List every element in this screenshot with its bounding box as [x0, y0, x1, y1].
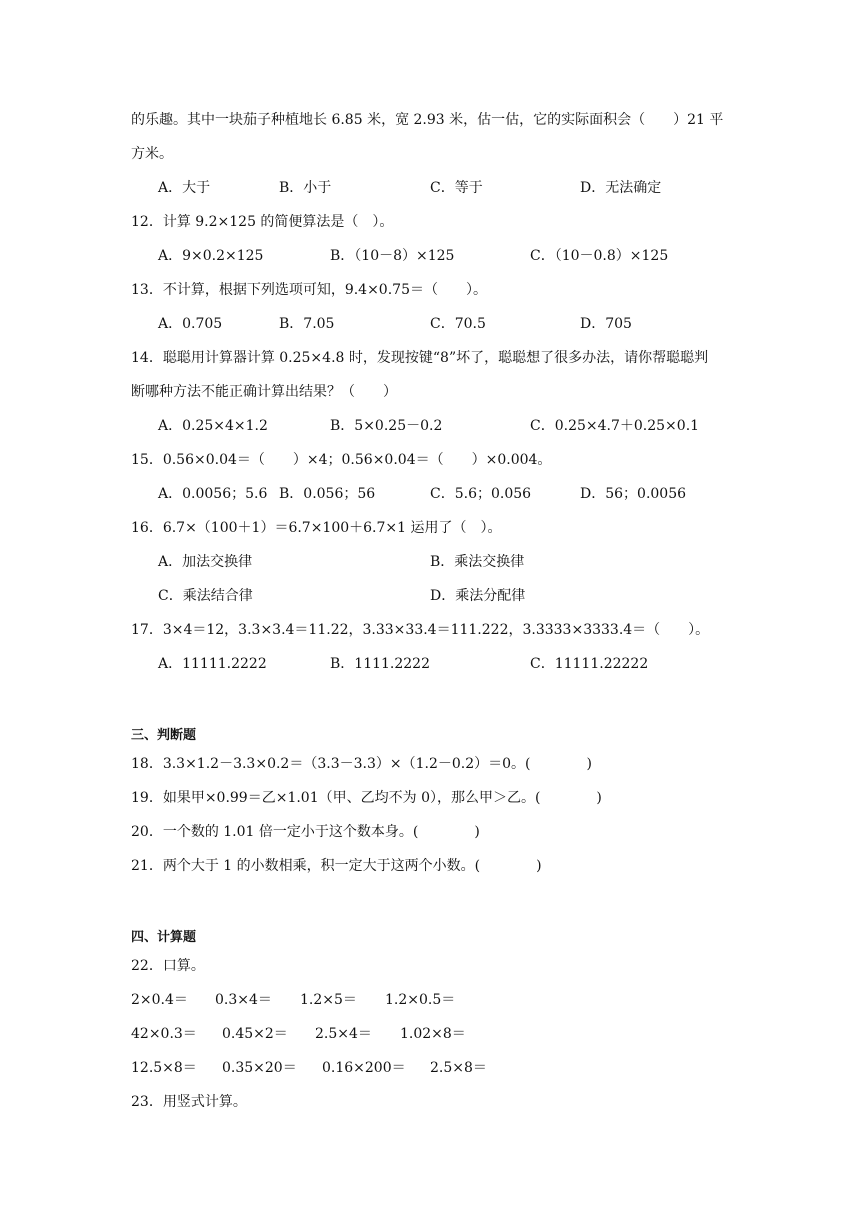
oral-calc-item: 0.35×20＝	[222, 1060, 297, 1076]
q14-option-c: C．0.25×4.7＋0.25×0.1	[530, 418, 700, 434]
oral-calc-item: 12.5×8＝	[131, 1060, 197, 1076]
oral-calc-item: 0.3×4＝	[215, 992, 272, 1008]
q15-option-a: A．0.0056；5.6	[158, 486, 268, 502]
oral-calc-item: 0.16×200＝	[322, 1060, 406, 1076]
q16-stem: 16．6.7×（100＋1）＝6.7×100＋6.7×1 运用了（ ）。	[131, 520, 502, 536]
q11-option-d: D．无法确定	[580, 180, 662, 196]
q14-stem-line2: 断哪种方法不能正确计算出结果？（ ）	[131, 384, 397, 400]
oral-calc-item: 0.45×2＝	[222, 1026, 288, 1042]
q13-option-b: B．7.05	[279, 316, 335, 332]
oral-calc-item: 2.5×4＝	[315, 1026, 372, 1042]
q13-option-a: A．0.705	[158, 316, 223, 332]
q11-option-a: A．大于	[158, 180, 211, 196]
q11-option-b: B．小于	[279, 180, 332, 196]
q17-option-a: A．11111.2222	[158, 656, 267, 672]
q17-option-c: C．11111.22222	[530, 656, 649, 672]
oral-calc-item: 1.2×0.5＝	[385, 992, 456, 1008]
q15-option-c: C．5.6；0.056	[430, 486, 532, 502]
tf-item-19: 19．如果甲×0.99＝乙×1.01（甲、乙均不为 0），那么甲＞乙。( )	[131, 790, 602, 806]
oral-calc-item: 2.5×8＝	[430, 1060, 487, 1076]
oral-calc-item: 2×0.4＝	[131, 992, 188, 1008]
oral-calc-item: 42×0.3＝	[131, 1026, 197, 1042]
q13-option-d: D．705	[580, 316, 632, 332]
tf-item-20: 20．一个数的 1.01 倍一定小于这个数本身。( )	[131, 824, 480, 840]
q13-stem: 13．不计算，根据下列选项可知，9.4×0.75＝（ ）。	[131, 282, 487, 298]
tf-item-21: 21．两个大于 1 的小数相乘，积一定大于这两个小数。( )	[131, 858, 542, 874]
section-4-title: 四、计算题	[131, 930, 197, 945]
q15-stem: 15．0.56×0.04＝（ ）×4；0.56×0.04＝（ ）×0.004。	[131, 452, 552, 468]
q16-option-a: A．加法交换律	[158, 554, 253, 570]
q13-option-c: C．70.5	[430, 316, 486, 332]
q16-option-c: C．乘法结合律	[158, 588, 253, 604]
oral-calc-item: 1.2×5＝	[300, 992, 357, 1008]
q11-stem-line2: 方米。	[131, 146, 173, 162]
q14-stem-line1: 14．聪聪用计算器计算 0.25×4.8 时，发现按键“8”坏了，聪聪想了很多办法，请你帮聪聪判	[131, 350, 709, 366]
q11-option-c: C．等于	[430, 180, 483, 196]
q15-option-b: B．0.056；56	[279, 486, 376, 502]
q15-option-d: D．56；0.0056	[580, 486, 687, 502]
section-3-title: 三、判断题	[131, 728, 197, 743]
q23-stem: 23．用竖式计算。	[131, 1094, 247, 1110]
tf-item-18: 18．3.3×1.2－3.3×0.2＝（3.3－3.3）×（1.2－0.2）＝0。( )	[131, 756, 592, 772]
q11-stem-line1: 的乐趣。其中一块茄子种植地长 6.85 米，宽 2.93 米，估一估，它的实际面积会（ ）21 平	[131, 112, 724, 128]
q12-option-c: C．（10－0.8）×125	[530, 248, 669, 264]
q16-option-d: D．乘法分配律	[430, 588, 526, 604]
q22-stem: 22．口算。	[131, 958, 205, 974]
q12-option-b: B．（10－8）×125	[330, 248, 455, 264]
q17-option-b: B．1111.2222	[330, 656, 430, 672]
q14-option-a: A．0.25×4×1.2	[158, 418, 268, 434]
q12-stem: 12．计算 9.2×125 的简便算法是（ ）。	[131, 214, 394, 230]
q14-option-b: B．5×0.25－0.2	[330, 418, 443, 434]
oral-calc-item: 1.02×8＝	[400, 1026, 466, 1042]
q17-stem: 17．3×4＝12，3.3×3.4＝11.22，3.33×33.4＝111.222，3.3333×3333.4＝（ ）。	[131, 622, 710, 638]
q16-option-b: B．乘法交换律	[430, 554, 525, 570]
q12-option-a: A．9×0.2×125	[158, 248, 264, 264]
